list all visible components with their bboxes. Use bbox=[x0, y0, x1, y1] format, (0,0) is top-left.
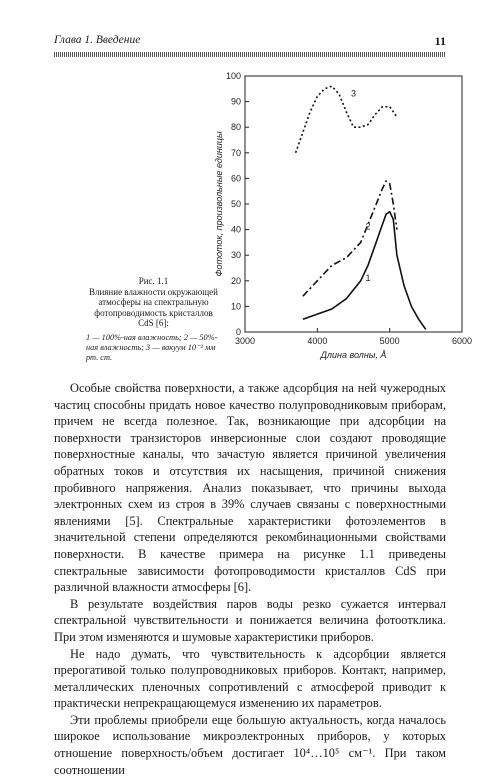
series-3-line bbox=[296, 86, 397, 153]
y-tick-label: 0 bbox=[235, 327, 241, 337]
plot-frame bbox=[245, 76, 462, 332]
y-tick-label: 80 bbox=[230, 122, 241, 133]
spectral-photoconductivity-chart bbox=[200, 64, 473, 374]
x-tick-label: 4000 bbox=[307, 336, 328, 346]
y-tick-label: 60 bbox=[230, 173, 241, 184]
figure-legend-text: 1 — 100%-ная влажность; 2 — 50%-ная влажность; 3 — вакуум 10⁻² мм рт. ст. bbox=[86, 332, 218, 362]
x-axis-label: Длина волны, Å bbox=[320, 350, 387, 360]
series-2-line bbox=[303, 181, 397, 296]
body-text bbox=[54, 380, 446, 778]
page-number: 11 bbox=[434, 34, 446, 48]
series-1-line bbox=[303, 212, 426, 330]
paragraph-1: Особые свойства поверхности, а также адсорбция на ней чужеродных частиц способны придать новое качество полупроводниковым приборам, причем не всегда полезное. Так, возникающие при адсорбции на поверхности транзисторов инверсионные слои создают проводящие поверхностные каналы, что зачастую является причиной увеличения обратных токов и отсутствия их насыщения, причиной снижения пробивного напряжения. Анализ показывает, что причины выхода электронных схем из строя в 39% случаев связаны с поверхностными явлениями [5]. Спектральные характеристики фотоэлементов в значительной степени определяются рекомбинационными свойствами поверхности. В качестве примера на рисунке 1.1 приведены спектральные зависимости фотопроводимости кристаллов CdS при различной влажности атмосферы [6]. bbox=[54, 381, 446, 595]
figure-label: Рис. 1.1 bbox=[138, 276, 169, 286]
series-1-label: 1 bbox=[365, 272, 371, 283]
y-axis-label: Фототок, произвольные единицы bbox=[214, 131, 224, 277]
paragraph-3: Не надо думать, что чувствительность к адсорбции является прерогативой только полупроводниковых приборов. Контакт, например, металлических пленочных сопротивлений с атмосферой приводит к практически непрекращающемуся изменению их параметров. bbox=[54, 646, 446, 711]
y-tick-label: 20 bbox=[230, 275, 241, 286]
series-3-label: 3 bbox=[350, 88, 357, 99]
figure-caption-text: Влияние влажности окружающей атмосферы на спектральную фотопроводимость кристаллов CdS [6]: bbox=[88, 286, 218, 328]
running-header bbox=[54, 34, 446, 50]
y-tick-label: 90 bbox=[230, 96, 241, 107]
header-rule bbox=[54, 52, 446, 57]
x-tick-label: 6000 bbox=[451, 336, 473, 346]
y-tick-label: 40 bbox=[230, 224, 241, 235]
y-tick-label: 70 bbox=[230, 147, 241, 158]
x-tick-label: 3000 bbox=[234, 336, 256, 346]
y-tick-label: 50 bbox=[230, 199, 241, 209]
chapter-title: Глава 1. Введение bbox=[54, 34, 141, 46]
y-tick-label: 100 bbox=[225, 71, 241, 81]
y-tick-label: 30 bbox=[230, 250, 241, 261]
y-tick-label: 10 bbox=[230, 301, 241, 312]
paragraph-2: В результате воздействия паров воды резко сужается интервал спектральной чувствительности и понижается величина фотоотклика. При этом изменяются и шумовые характеристики приборов. bbox=[54, 596, 446, 644]
x-tick-label: 5000 bbox=[379, 336, 400, 346]
paragraph-4: Эти проблемы приобрели еще большую актуальность, когда началось широкое использование микроэлектронных приборов, у которых отношение поверхность/объем достигает 10⁴…10⁵ см⁻¹. При таком соотношении bbox=[54, 712, 446, 777]
series-2-label: 2 bbox=[365, 221, 371, 232]
